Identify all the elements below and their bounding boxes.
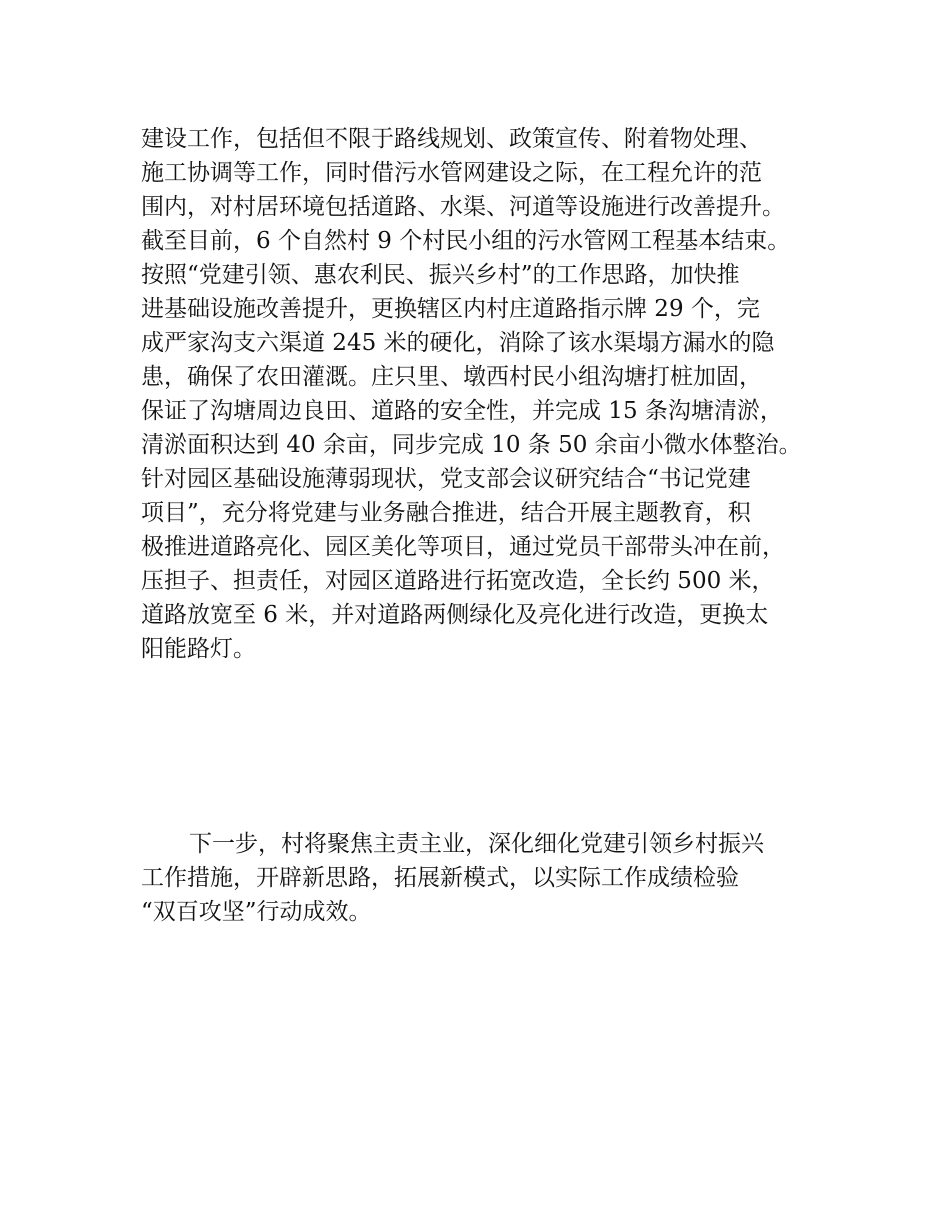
paragraph-line: 阳能路灯。 [141, 636, 256, 662]
paragraph-line: 下一步，村将聚焦主责主业，深化细化党建引领乡村振兴 [189, 831, 764, 857]
paragraph-line: 压担子、担责任，对园区道路进行拓宽改造，全长约 500 米， [141, 568, 775, 594]
paragraph-line: 围内，对村居环境包括道路、水渠、河道等设施进行改善提升。 [141, 194, 785, 220]
paragraph-line: 施工协调等工作，同时借污水管网建设之际，在工程允许的范 [141, 160, 762, 186]
paragraph-line: 截至目前，6 个自然村 9 个村民小组的污水管网工程基本结束。 [141, 228, 791, 254]
paragraph-2 [141, 827, 821, 929]
paragraph-line: 建设工作，包括但不限于路线规划、政策宣传、附着物处理、 [141, 126, 762, 152]
paragraph-line: 项目”，充分将党建与业务融合推进，结合开展主题教育，积 [141, 500, 751, 526]
paragraph-line: 针对园区基础设施薄弱现状，党支部会议研究结合“书记党建 [141, 466, 751, 492]
paragraph-1 [141, 122, 821, 666]
paragraph-line: 按照“党建引领、惠农利民、振兴乡村”的工作思路，加快推 [141, 262, 740, 288]
paragraph-line: “双百攻坚”行动成效。 [141, 899, 372, 925]
paragraph-line: 进基础设施改善提升，更换辖区内村庄道路指示牌 29 个，完 [141, 296, 760, 322]
paragraph-line: 工作措施，开辟新思路，拓展新模式，以实际工作成绩检验 [141, 865, 739, 891]
paragraph-line: 道路放宽至 6 米，并对道路两侧绿化及亮化进行改造，更换太 [141, 602, 769, 628]
paragraph-line: 极推进道路亮化、园区美化等项目，通过党员干部带头冲在前， [141, 534, 785, 560]
paragraph-line: 清淤面积达到 40 余亩，同步完成 10 条 50 余亩小微水体整治。 [141, 432, 802, 458]
paragraph-line: 患，确保了农田灌溉。庄只里、墩西村民小组沟塘打桩加固， [141, 364, 762, 390]
paragraph-line: 成严家沟支六渠道 245 米的硬化，消除了该水渠塌方漏水的隐 [141, 330, 775, 356]
paragraph-line: 保证了沟塘周边良田、道路的安全性，并完成 15 条沟塘清淤， [141, 398, 783, 424]
